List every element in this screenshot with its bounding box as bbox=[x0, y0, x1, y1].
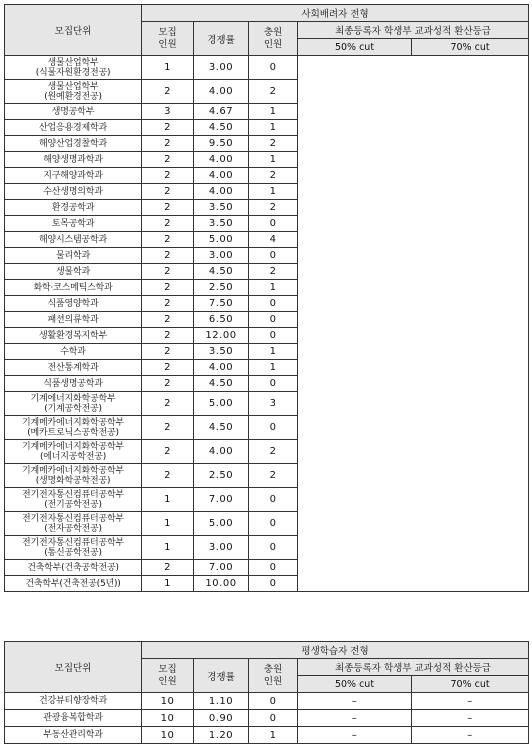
cell-unit: 해양시스템공학과 bbox=[5, 232, 142, 248]
cell-rate: 5.00 bbox=[194, 232, 249, 248]
cell-refill: 0 bbox=[249, 56, 298, 80]
cell-quota: 2 bbox=[142, 264, 194, 280]
header-grade: 최종등록자 학생부 교과성적 환산등급 bbox=[298, 659, 529, 676]
cell-quota: 2 bbox=[142, 136, 194, 152]
cell-rate: 4.50 bbox=[194, 264, 249, 280]
header-refill: 충원 인원 bbox=[249, 659, 298, 693]
cell-cut50: – bbox=[298, 710, 412, 727]
cell-refill: 0 bbox=[249, 248, 298, 264]
table-row bbox=[5, 727, 529, 744]
cell-quota: 2 bbox=[142, 440, 194, 464]
cell-cut50: – bbox=[298, 727, 412, 744]
cell-unit: 건축학부(건축공학전공) bbox=[5, 560, 142, 576]
cell-refill: 0 bbox=[249, 693, 298, 710]
cell-rate: 9.50 bbox=[194, 136, 249, 152]
cell-quota: 2 bbox=[142, 328, 194, 344]
cell-rate: 4.00 bbox=[194, 80, 249, 104]
cell-unit: 패션의류학과 bbox=[5, 312, 142, 328]
cell-unit: 토목공학과 bbox=[5, 216, 142, 232]
cell-refill: 2 bbox=[249, 168, 298, 184]
table-row bbox=[5, 56, 529, 80]
cell-refill: 1 bbox=[249, 344, 298, 360]
table-row bbox=[5, 710, 529, 727]
cell-quota: 10 bbox=[142, 693, 194, 710]
cell-rate: 4.00 bbox=[194, 184, 249, 200]
cell-unit: 식품영양학과 bbox=[5, 296, 142, 312]
cell-rate: 3.00 bbox=[194, 56, 249, 80]
cell-quota: 2 bbox=[142, 216, 194, 232]
cell-quota: 2 bbox=[142, 248, 194, 264]
cell-refill: 0 bbox=[249, 576, 298, 592]
header-cut50: 50% cut bbox=[298, 39, 412, 56]
cell-refill: 3 bbox=[249, 392, 298, 416]
cell-refill: 0 bbox=[249, 560, 298, 576]
header-quota: 모집 인원 bbox=[142, 659, 194, 693]
cell-unit: 해양생명과학과 bbox=[5, 152, 142, 168]
cell-refill: 1 bbox=[249, 152, 298, 168]
admission-table-lifelong bbox=[4, 641, 529, 744]
cell-quota: 2 bbox=[142, 152, 194, 168]
cell-refill: 1 bbox=[249, 120, 298, 136]
cell-unit: 환경공학과 bbox=[5, 200, 142, 216]
cell-refill: 0 bbox=[249, 416, 298, 440]
cell-refill: 2 bbox=[249, 136, 298, 152]
cell-quota: 2 bbox=[142, 464, 194, 488]
cell-cut50: – bbox=[298, 693, 412, 710]
cell-unit: 물리학과 bbox=[5, 248, 142, 264]
cell-unit: 기계메카에너지화학공학부 (에너지공학전공) bbox=[5, 440, 142, 464]
header-cut70: 70% cut bbox=[412, 676, 529, 693]
cell-refill: 0 bbox=[249, 376, 298, 392]
cell-refill: 0 bbox=[249, 710, 298, 727]
cell-refill: 1 bbox=[249, 104, 298, 120]
cell-rate: 0.90 bbox=[194, 710, 249, 727]
cell-rate: 7.50 bbox=[194, 296, 249, 312]
cell-unit: 수학과 bbox=[5, 344, 142, 360]
cell-unit: 식품생명공학과 bbox=[5, 376, 142, 392]
cell-unit: 전기전자통신컴퓨터공학부 (통신공학전공) bbox=[5, 536, 142, 560]
cell-refill: 2 bbox=[249, 464, 298, 488]
cell-unit: 수산생명의학과 bbox=[5, 184, 142, 200]
cell-unit: 생물산업학부 (원예환경전공) bbox=[5, 80, 142, 104]
cell-quota: 10 bbox=[142, 727, 194, 744]
cell-quota: 2 bbox=[142, 184, 194, 200]
cell-rate: 4.00 bbox=[194, 168, 249, 184]
cell-unit: 전산통계학과 bbox=[5, 360, 142, 376]
cell-quota: 1 bbox=[142, 512, 194, 536]
cell-quota: 2 bbox=[142, 360, 194, 376]
cell-rate: 3.00 bbox=[194, 536, 249, 560]
cell-unit: 생물산업학부 (식물자원환경전공) bbox=[5, 56, 142, 80]
cell-rate: 4.00 bbox=[194, 152, 249, 168]
header-quota: 모집 인원 bbox=[142, 22, 194, 56]
cell-refill: 4 bbox=[249, 232, 298, 248]
cell-quota: 1 bbox=[142, 536, 194, 560]
cell-rate: 3.00 bbox=[194, 248, 249, 264]
grade-cells-empty bbox=[298, 56, 529, 592]
cell-rate: 5.00 bbox=[194, 392, 249, 416]
admission-table-social bbox=[4, 4, 529, 592]
cell-quota: 2 bbox=[142, 80, 194, 104]
cell-unit: 산업응용경제학과 bbox=[5, 120, 142, 136]
cell-unit: 건축학부(건축전공(5년)) bbox=[5, 576, 142, 592]
cell-unit: 해양산업경찰학과 bbox=[5, 136, 142, 152]
cell-refill: 2 bbox=[249, 200, 298, 216]
header-unit: 모집단위 bbox=[5, 5, 142, 56]
header-rate: 경쟁률 bbox=[194, 22, 249, 56]
cell-quota: 3 bbox=[142, 104, 194, 120]
cell-quota: 2 bbox=[142, 376, 194, 392]
cell-quota: 2 bbox=[142, 560, 194, 576]
cell-unit: 부동산관리학과 bbox=[5, 727, 142, 744]
cell-refill: 2 bbox=[249, 440, 298, 464]
cell-refill: 1 bbox=[249, 280, 298, 296]
cell-refill: 0 bbox=[249, 216, 298, 232]
cell-quota: 2 bbox=[142, 296, 194, 312]
cell-unit: 생활환경복지학부 bbox=[5, 328, 142, 344]
cell-rate: 1.10 bbox=[194, 693, 249, 710]
cell-rate: 4.50 bbox=[194, 120, 249, 136]
cell-quota: 2 bbox=[142, 232, 194, 248]
cell-rate: 2.50 bbox=[194, 280, 249, 296]
cell-rate: 7.00 bbox=[194, 488, 249, 512]
cell-cut70: – bbox=[412, 727, 529, 744]
cell-refill: 0 bbox=[249, 312, 298, 328]
cell-unit: 건강뷰티향장학과 bbox=[5, 693, 142, 710]
cell-quota: 2 bbox=[142, 120, 194, 136]
cell-refill: 1 bbox=[249, 184, 298, 200]
cell-rate: 4.00 bbox=[194, 440, 249, 464]
cell-quota: 1 bbox=[142, 576, 194, 592]
cell-rate: 12.00 bbox=[194, 328, 249, 344]
header-grade: 최종등록자 학생부 교과성적 환산등급 bbox=[298, 22, 529, 39]
table-row bbox=[5, 693, 529, 710]
cell-quota: 2 bbox=[142, 200, 194, 216]
cell-refill: 0 bbox=[249, 536, 298, 560]
cell-quota: 2 bbox=[142, 392, 194, 416]
cell-refill: 1 bbox=[249, 727, 298, 744]
cell-unit: 생물학과 bbox=[5, 264, 142, 280]
cell-rate: 1.20 bbox=[194, 727, 249, 744]
cell-quota: 1 bbox=[142, 56, 194, 80]
cell-quota: 2 bbox=[142, 312, 194, 328]
cell-rate: 5.00 bbox=[194, 512, 249, 536]
cell-unit: 지구해양과학과 bbox=[5, 168, 142, 184]
cell-quota: 2 bbox=[142, 280, 194, 296]
cell-quota: 2 bbox=[142, 344, 194, 360]
cell-rate: 3.50 bbox=[194, 200, 249, 216]
cell-refill: 1 bbox=[249, 360, 298, 376]
cell-rate: 3.50 bbox=[194, 344, 249, 360]
cell-unit: 기계에너지화학공학부 (기계공학전공) bbox=[5, 392, 142, 416]
cell-cut70: – bbox=[412, 693, 529, 710]
cell-rate: 7.00 bbox=[194, 560, 249, 576]
cell-rate: 3.50 bbox=[194, 216, 249, 232]
cell-refill: 0 bbox=[249, 488, 298, 512]
cell-rate: 4.50 bbox=[194, 376, 249, 392]
header-unit: 모집단위 bbox=[5, 642, 142, 693]
cell-unit: 생명공학부 bbox=[5, 104, 142, 120]
cell-rate: 2.50 bbox=[194, 464, 249, 488]
cell-quota: 2 bbox=[142, 168, 194, 184]
cell-rate: 10.00 bbox=[194, 576, 249, 592]
cell-refill: 0 bbox=[249, 328, 298, 344]
cell-quota: 10 bbox=[142, 710, 194, 727]
cell-unit: 기계메카에너지화학공학부 (생명화학공학전공) bbox=[5, 464, 142, 488]
cell-unit: 기계메카에너지화학공학부 (메카트로닉스공학전공) bbox=[5, 416, 142, 440]
cell-rate: 4.50 bbox=[194, 416, 249, 440]
header-refill: 충원 인원 bbox=[249, 22, 298, 56]
cell-unit: 전기전자통신컴퓨터공학부 (전자공학전공) bbox=[5, 512, 142, 536]
cell-quota: 1 bbox=[142, 488, 194, 512]
cell-refill: 0 bbox=[249, 296, 298, 312]
cell-unit: 관광융복합학과 bbox=[5, 710, 142, 727]
header-group: 사회배려자 전형 bbox=[142, 5, 529, 22]
cell-rate: 6.50 bbox=[194, 312, 249, 328]
cell-rate: 4.67 bbox=[194, 104, 249, 120]
cell-unit: 화학·코스메틱스학과 bbox=[5, 280, 142, 296]
header-cut70: 70% cut bbox=[412, 39, 529, 56]
header-cut50: 50% cut bbox=[298, 676, 412, 693]
cell-refill: 2 bbox=[249, 80, 298, 104]
cell-cut70: – bbox=[412, 710, 529, 727]
cell-rate: 4.00 bbox=[194, 360, 249, 376]
header-rate: 경쟁률 bbox=[194, 659, 249, 693]
header-group: 평생학습자 전형 bbox=[142, 642, 529, 659]
cell-quota: 2 bbox=[142, 416, 194, 440]
cell-refill: 0 bbox=[249, 512, 298, 536]
cell-unit: 전기전자통신컴퓨터공학부 (전기공학전공) bbox=[5, 488, 142, 512]
cell-refill: 2 bbox=[249, 264, 298, 280]
